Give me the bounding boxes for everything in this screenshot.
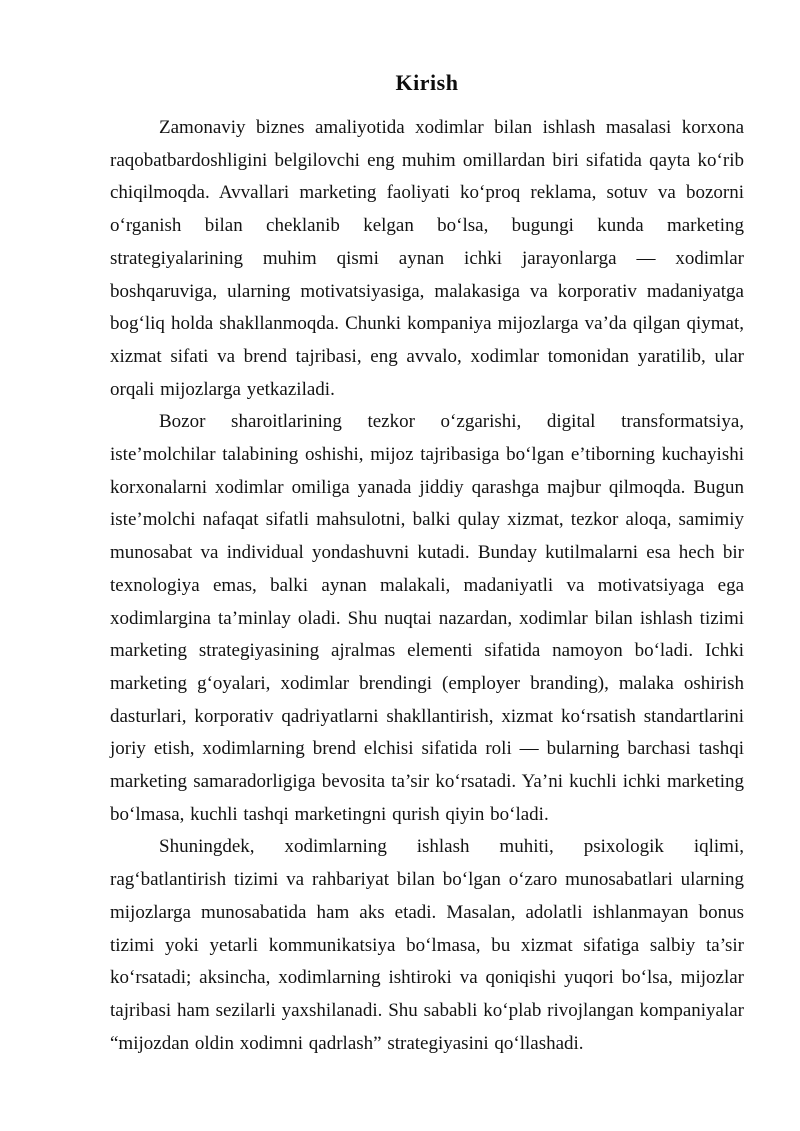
page-title: Kirish (395, 70, 459, 95)
document-page (110, 68, 744, 1060)
paragraph-market-change: Bozor sharoitlarining tezkor o‘zgarishi, digital transformatsiya, iste’molchilar talabining oshishi, mijoz tajribasiga bo‘lgan e’tiborning kuchayishi korxonalarni xodimlar omiliga yanada jiddiy qarashga majbur qilmoqda. Bugun iste’molchi nafaqat sifatli mahsulotni, balki qulay xizmat, tezkor aloqa, samimiy munosabat va individual yondashuvni kutadi. Bunday kutilmalarni esa hech bir texnologiya emas, balki aynan malakali, madaniyatli va motivatsiyaga ega xodimlargina ta’minlay oladi. Shu nuqtai nazardan, xodimlar bilan ishlash tizimi marketing strategiyasining ajralmas elementi sifatida namoyon bo‘ladi. Ichki marketing g‘oyalari, xodimlar brendingi (employer branding), malaka oshirish dasturlari, korporativ qadriyatlarni shakllantirish, xizmat ko‘rsatish standartlarini joriy etish, xodimlarning brend elchisi sifatida roli — bularning barchasi tashqi marketing samaradorligiga bevosita ta’sir ko‘rsatadi. Ya’ni kuchli ichki marketing bo‘lmasa, kuchli tashqi marketingni qurish qiyin bo‘ladi. (110, 411, 744, 825)
paragraph-work-environment: Shuningdek, xodimlarning ishlash muhiti, psixologik iqlimi, rag‘batlantirish tizimi va rahbariyat bilan bo‘lgan o‘zaro munosabatlari ularning mijozlarga munosabatida ham aks etadi. Masalan, adolatli ishlanmayan bonus tizimi yoki yetarli kommunikatsiya bo‘lmasa, bu xizmat sifatiga salbiy ta’sir ko‘rsatadi; aksincha, xodimlarning ishtiroki va qoniqishi yuqori bo‘lsa, mijozlar tajribasi ham sezilarli yaxshilanadi. Shu sababli ko‘plab rivojlangan kompaniyalar “mijozdan oldin xodimni qadrlash” strategiyasini qo‘llashadi. (110, 836, 744, 1054)
paragraph-intro: Zamonaviy biznes amaliyotida xodimlar bilan ishlash masalasi korxona raqobatbardoshligini belgilovchi eng muhim omillardan biri sifatida qayta ko‘rib chiqilmoqda. Avvallari marketing faoliyati ko‘proq reklama, sotuv va bozorni o‘rganish bilan cheklanib kelgan bo‘lsa, bugungi kunda marketing strategiyalarining muhim qismi aynan ichki jarayonlarga — xodimlar boshqaruviga, ularning motivatsiyasiga, malakasiga va korporativ madaniyatga bog‘liq holda shakllanmoqda. Chunki kompaniya mijozlarga va’da qilgan qiymat, xizmat sifati va brend tajribasi, eng avvalo, xodimlar tomonidan yaratilib, ular orqali mijozlarga yetkaziladi. (110, 117, 744, 400)
